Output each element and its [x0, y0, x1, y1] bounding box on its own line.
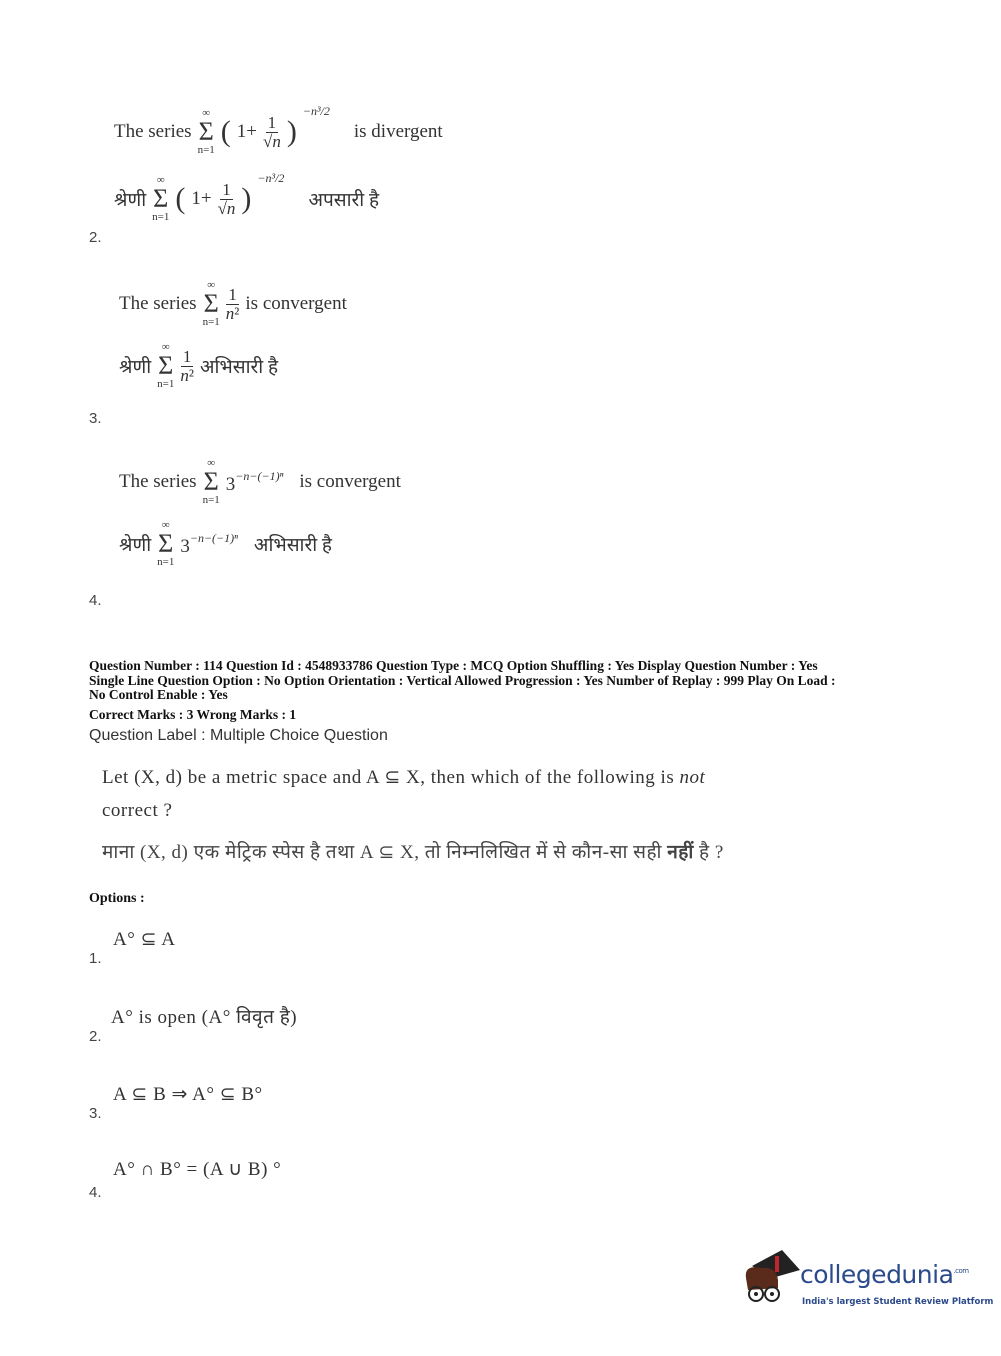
question-label: Question Label : Multiple Choice Question: [89, 727, 388, 744]
text: The series: [114, 121, 192, 142]
text: अभिसारी है: [253, 535, 333, 556]
question-text-en: [102, 766, 705, 789]
option-number: 4.: [89, 1184, 102, 1201]
option-number: 3.: [89, 1105, 102, 1122]
logo-suffix: .com: [953, 1267, 969, 1275]
collegedunia-logo: [742, 1248, 994, 1318]
text: Let (X, d) be a metric space and A ⊆ X, then which of the following is: [102, 767, 675, 788]
text: is convergent: [245, 293, 347, 314]
text: अपसारी है: [308, 190, 380, 211]
meta-line: Question Number : 114 Question Id : 4548933786 Question Type : MCQ Option Shuffling : Yes Display Question Number : Yes: [89, 658, 818, 673]
option-3-en: The series ∞ Σ n=1 $\frac{1}{\text{n²}}$ is convergent: [119, 279, 347, 328]
emphasis: नहीं: [667, 842, 694, 863]
text: The series: [119, 293, 197, 314]
text: is divergent: [353, 121, 443, 142]
meta-line: Single Line Question Option : No Option Orientation : Vertical Allowed Progression : Yes Number of Replay : 999 Play On Load :: [89, 672, 836, 688]
meta-line: No Control Enable : Yes: [89, 687, 228, 702]
option-4-hi: श्रेणी ∞ Σ n=1 $3^{-n-(-1)^n}$ अभिसारी है: [119, 519, 333, 568]
question-meta: [89, 659, 836, 703]
text: श्रेणी: [119, 357, 152, 378]
option-4-text: A° ∩ B° = (A ∪ B) °: [113, 1159, 282, 1180]
option-3-hi: श्रेणी ∞ Σ n=1 $\frac{1}{\text{n²}}$ अभिसारी है: [119, 341, 279, 390]
marks: Correct Marks : 3 Wrong Marks : 1: [89, 707, 297, 722]
sigma: ∞ Σ n=1: [197, 107, 215, 156]
text: है ?: [699, 842, 724, 863]
text: The series: [119, 471, 197, 492]
option-number: 1.: [89, 950, 102, 967]
text: is convergent: [299, 471, 401, 492]
options-label: Options :: [89, 891, 145, 906]
option-2-text: A° is open (A° विवृत है): [111, 1007, 298, 1028]
logo-tagline: India's largest Student Review Platform: [802, 1297, 994, 1307]
mascot-icon: [742, 1248, 802, 1312]
option-4-en: The series ∞ Σ n=1 $3^{-n-(-1)^n}$ is convergent: [119, 457, 401, 506]
option-3-text: A ⊆ B ⇒ A° ⊆ B°: [113, 1084, 263, 1105]
question-text-en-2: correct ?: [102, 800, 173, 821]
option-number: 2.: [89, 1028, 102, 1045]
text: माना (X, d) एक मेट्रिक स्पेस है तथा A ⊆ X, तो निम्नलिखित में से कौन-सा सही: [102, 842, 662, 863]
text: श्रेणी: [114, 190, 147, 211]
text: श्रेणी: [119, 535, 152, 556]
option-number: 4.: [89, 592, 102, 609]
option-number: 3.: [89, 410, 102, 427]
emphasis: not: [679, 767, 706, 788]
option-2-en: The series ∞ Σ n=1 ( 1+ $\frac{1}{√n}$ ) $^{-n^3/2}$ is divergent: [114, 104, 443, 156]
text: अभिसारी है: [199, 357, 279, 378]
option-number: 2.: [89, 229, 102, 246]
option-1-text: A° ⊆ A: [113, 929, 176, 950]
logo-name: collegedunia: [800, 1260, 954, 1289]
question-text-hi: [102, 838, 724, 864]
option-2-hi: श्रेणी ∞ Σ n=1 ( 1+ $\frac{1}{√n}$ ) $^{-n^3/2}$ अपसारी है: [114, 171, 380, 223]
